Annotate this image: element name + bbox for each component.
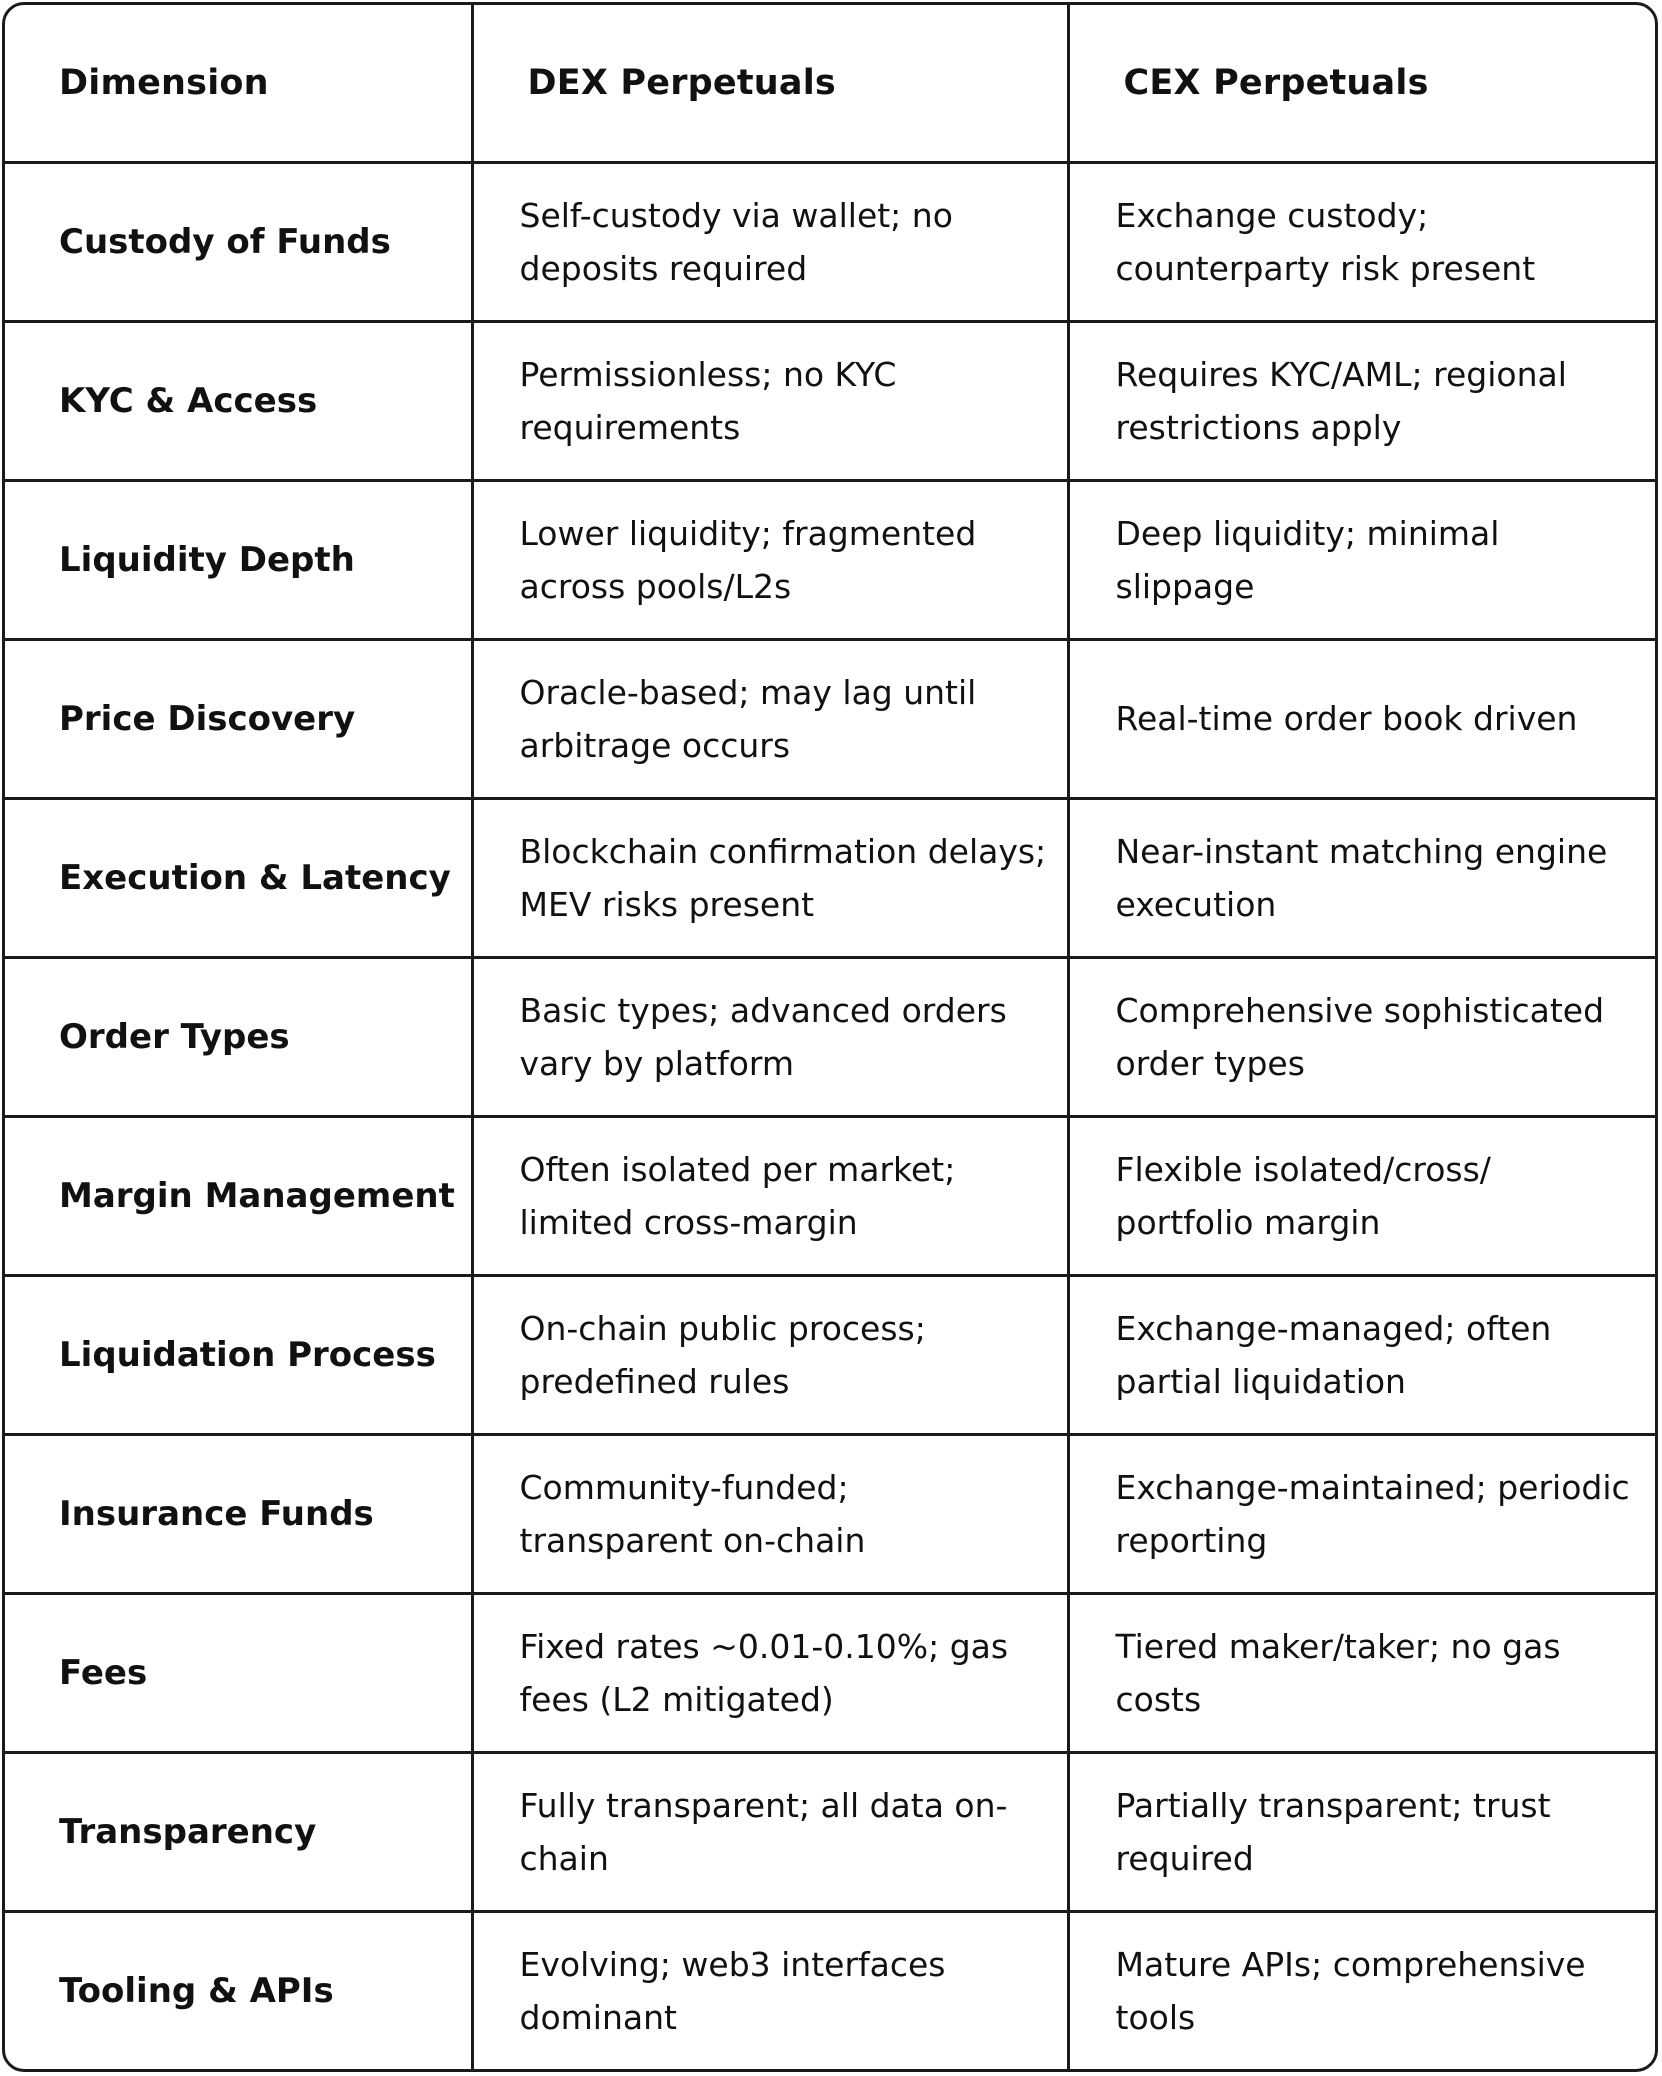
cex-cell: Partially transparent; trust required (1068, 1752, 1655, 1911)
dex-cell: Evolving; web3 interfaces dominant (472, 1911, 1068, 2070)
dex-cell: On-chain public process; predefined rules (472, 1275, 1068, 1434)
dex-cell: Oracle-based; may lag until arbitrage occurs (472, 639, 1068, 798)
dex-cell: Fixed rates ~0.01-0.10%; gas fees (L2 mitigated) (472, 1593, 1068, 1752)
table-row (5, 1434, 1655, 1593)
table-row (5, 957, 1655, 1116)
cex-cell: Requires KYC/AML; regional restrictions apply (1068, 321, 1655, 480)
table-row (5, 321, 1655, 480)
dimension-cell: Liquidity Depth (5, 480, 472, 639)
cex-cell: Tiered maker/taker; no gas costs (1068, 1593, 1655, 1752)
cex-cell: Exchange custody; counterparty risk present (1068, 162, 1655, 321)
dex-cell: Self-custody via wallet; no deposits required (472, 162, 1068, 321)
table-row (5, 639, 1655, 798)
table-row (5, 1116, 1655, 1275)
dimension-cell: Insurance Funds (5, 1434, 472, 1593)
dex-cell: Community-funded; transparent on-chain (472, 1434, 1068, 1593)
cex-cell: Comprehensive sophisticated order types (1068, 957, 1655, 1116)
dimension-cell: Fees (5, 1593, 472, 1752)
table-row (5, 798, 1655, 957)
cex-cell: Flexible isolated/cross/ portfolio margin (1068, 1116, 1655, 1275)
dimension-cell: Execution & Latency (5, 798, 472, 957)
table-row (5, 1275, 1655, 1434)
dimension-cell: Liquidation Process (5, 1275, 472, 1434)
dimension-cell: Transparency (5, 1752, 472, 1911)
dimension-cell: Custody of Funds (5, 162, 472, 321)
header-dex-perpetuals: DEX Perpetuals (472, 5, 1068, 162)
table-row (5, 162, 1655, 321)
header-cex-perpetuals: CEX Perpetuals (1068, 5, 1655, 162)
table-header-row (5, 5, 1655, 162)
dimension-cell: Price Discovery (5, 639, 472, 798)
dimension-cell: Margin Management (5, 1116, 472, 1275)
table-row (5, 1911, 1655, 2070)
cex-cell: Real-time order book driven (1068, 639, 1655, 798)
comparison-table (5, 5, 1655, 2070)
dex-cell: Often isolated per market; limited cross-margin (472, 1116, 1068, 1275)
dex-cell: Basic types; advanced orders vary by platform (472, 957, 1068, 1116)
dex-cell: Permissionless; no KYC requirements (472, 321, 1068, 480)
table-row (5, 1593, 1655, 1752)
cex-cell: Deep liquidity; minimal slippage (1068, 480, 1655, 639)
header-dimension: Dimension (5, 5, 472, 162)
dex-cell: Lower liquidity; fragmented across pools/L2s (472, 480, 1068, 639)
cex-cell: Mature APIs; comprehensive tools (1068, 1911, 1655, 2070)
dimension-cell: Tooling & APIs (5, 1911, 472, 2070)
cex-cell: Exchange-maintained; periodic reporting (1068, 1434, 1655, 1593)
cex-cell: Near-instant matching engine execution (1068, 798, 1655, 957)
dex-cell: Fully transparent; all data on-chain (472, 1752, 1068, 1911)
dimension-cell: KYC & Access (5, 321, 472, 480)
table-row (5, 1752, 1655, 1911)
table-row (5, 480, 1655, 639)
dimension-cell: Order Types (5, 957, 472, 1116)
cex-cell: Exchange-managed; often partial liquidation (1068, 1275, 1655, 1434)
comparison-table-container (2, 2, 1658, 2072)
dex-cell: Blockchain confirmation delays; MEV risks present (472, 798, 1068, 957)
